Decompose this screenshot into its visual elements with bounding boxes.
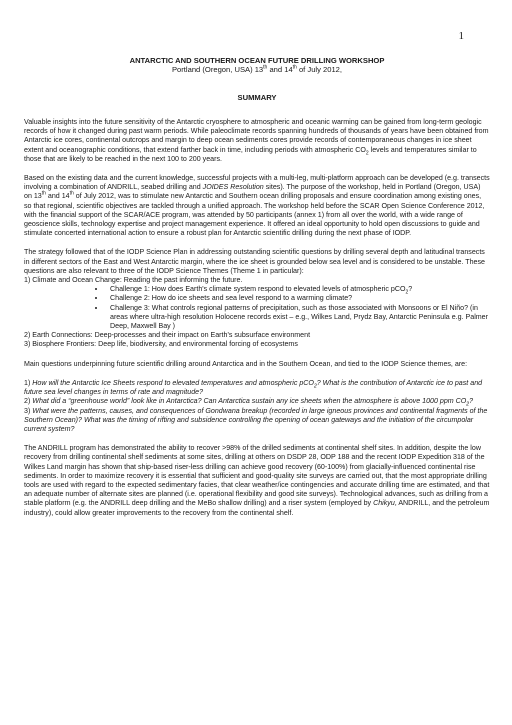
questions-list <box>24 379 490 434</box>
paragraph-questions-intro: Main questions underpinning future scientific drilling around Antarctica and in the Southern Ocean, and tied to the IODP Science themes, are: <box>24 359 468 368</box>
challenge-list <box>24 285 490 331</box>
challenge-item: • Challenge 1: How does Earth's climate system respond to elevated levels of atmospheric pCO$_2$? <box>106 285 490 294</box>
paragraph-strategy <box>24 248 490 349</box>
question-1: 1) How will the Antarctic Ice Sheets respond to elevated temperatures and atmospheric pCO$_2$? What is the contribution of Antarctic ice to past and future sea level changes in terms of rate and magnitude? <box>24 378 483 397</box>
question-2: 2) What did a “greenhouse world” look like in Antarctica? Can Antarctica sustain any ice sheets when the atmosphere is above 1000 ppm $CO_2$? <box>24 397 474 408</box>
theme-climate: 1) Climate and Ocean Change: Reading the past informing the future. <box>24 276 243 285</box>
page-number: 1 <box>458 30 464 42</box>
question-3: 3) What were the patterns, causes, and consequences of Gondwana breakup (recorded in large igneous provinces and continental fragments of the Southern Ocean)? What was the timing of rifting and subsidence controlling the opening of ocean gateways and the initiation of the circumpolar current system? <box>24 406 488 433</box>
challenge-item: • Challenge 2: How do ice sheets and sea level respond to a warming climate? <box>106 294 490 303</box>
document-body <box>24 56 490 528</box>
paragraph-intro: Valuable insights into the future sensitivity of the Antarctic cryosphere to atmospheric and oceanic warming can be gained from long-term geologic records of how it changed during past warm periods. While paleoclimate records spanning hundreds of thousands of years have been obtained from Antarctic ice cores, continental outcrops and margin to deep ocean sediments cores provide records of contemporaneous changes in ice sheet extent and oceanographic conditions, that extend farther back in time, including periods with atmospheric $CO_2$ levels and temperatures similar to those that are likely to be reached in the next 100 to 200 years. <box>24 118 489 163</box>
page-title: ANTARCTIC AND SOUTHERN OCEAN FUTURE DRILLING WORKSHOP <box>129 56 385 65</box>
theme-earth-connections: 2) Earth Connections: Deep-processes and their impact on Earth's subsurface environment <box>24 331 311 340</box>
theme-biosphere: 3) Biosphere Frontiers: Deep life, biodiversity, and environmental forcing of ecosystems <box>24 340 298 349</box>
challenge-item: • Challenge 3: What controls regional patterns of precipitation, such as those associated with Monsoons or El Niño? (in areas where ultra-high resolution Holocene records exist – e.g., Wilkes Land, Prydz Bay, Antarctic Peninsula e.g. Palmer Deep, Maxwell Bay ) <box>106 304 490 332</box>
summary-heading: SUMMARY <box>237 92 277 102</box>
workshop-subtitle: Portland (Oregon, USA) 13th and 14th of July 2012, <box>171 64 343 75</box>
strategy-text: The strategy followed that of the IODP Science Plan in addressing outstanding scientific questions by drilling several depth and latitudinal transects in different sectors of the East and West Antarctic margin, where the ice sheet is grounded below sea level and is considered to be unstable. These questions are also relevant to three of the IODP Science Themes (Theme 1 in particular): <box>24 248 485 275</box>
paragraph-workshop: Based on the existing data and the current knowledge, successful projects with a multi-leg, multi-platform approach can be developed (e.g. transects involving a combination of ANDRILL, seabed drilling and JOIDES Resolution sites). The purpose of the workshop, held in Portland (Oregon, USA) on 13th and 14th of July 2012, was to stimulate new Antarctic and Southern ocean drilling proposals and ensure coordination among existing ones, so that regional, scientific objectives are tackled through a unified approach. The workshop held before the SCAR Open Science Conference 2012, with the financial support of the SCAR/ACE program, was attended by 50 participants (annex 1) from all over the world, with a wide range of geoscience skills, technology expertise and project management experience. It offered an ideal opportunity to hold open discussions to guide and stimulate concerted international action to ensure a robust plan for Antarctic scientific drilling during the next phase of IODP. <box>24 174 490 238</box>
paragraph-andrill: The ANDRILL program has demonstrated the ability to recover >98% of the drilled sediments at continental shelf sites. In addition, despite the low recovery from drilling continental shelf sediments at some sites, drilling at others on DSDP 28, ODP 188 and the recent IODP Expedition 318 of the Wilkes Land margin has shown that ship-based riser-less drilling can achieve good recovery (60-100%) from glacially-influenced continental rise sediments. In order to maximize recovery it is essential that sufficient and good-quality site surveys are carried out, that the most appropriate drilling tools are used with regard to the expected sedimentary facies, that clear weather/ice contingencies and accurate drilling time are estimated, and that an adequate number of alternate sites are planned (i.e. operational flexibility and good site surveys). Technological advances, such as drilling from a stable platform (e.g. the ANDRILL deep drilling and the MeBo shallow drilling) and a riser system (employed by Chikyu, ANDRILL, and the petroleum industry), could allow greater improvements to the recovery from the continental shelf. <box>24 444 490 517</box>
